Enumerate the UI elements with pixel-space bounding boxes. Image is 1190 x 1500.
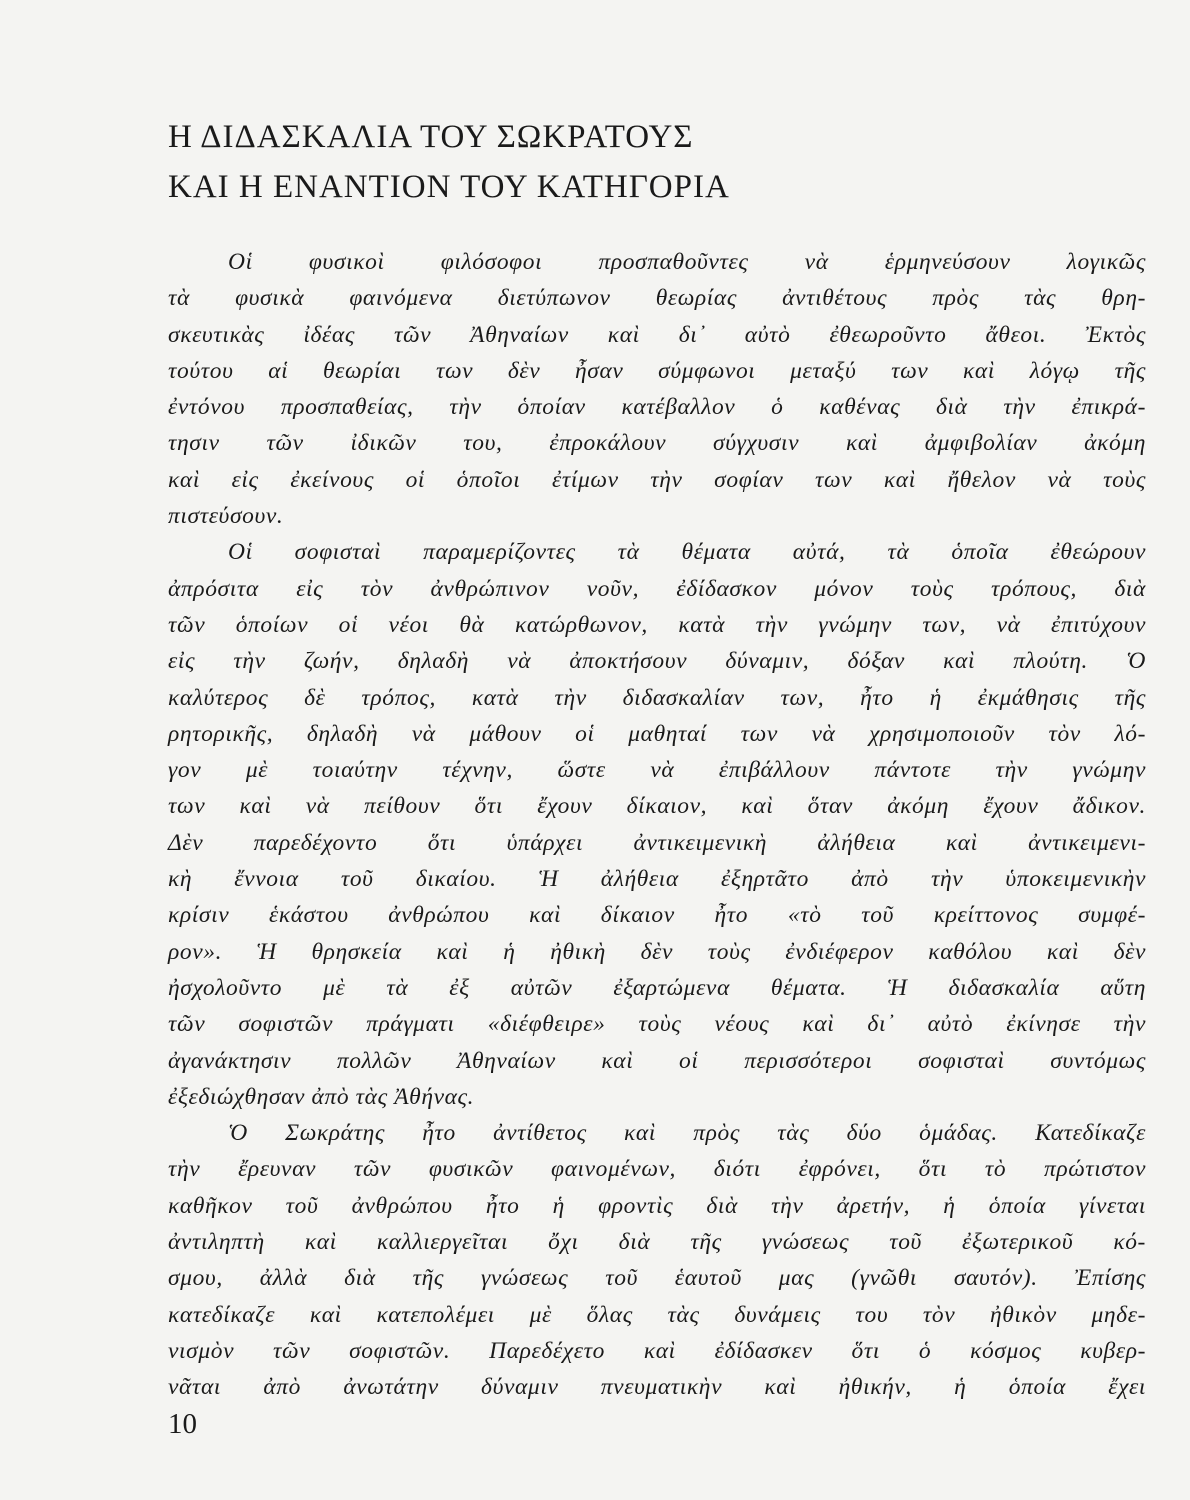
text-line: ρον». Ἡ θρησκεία καὶ ἡ ἠθικὴ δὲν τοὺς ἐνδιέφερον καθόλου καὶ δὲν (168, 938, 1146, 965)
text-line: τῶν σοφιστῶν πράγματι «διέφθειρε» τοὺς νέους καὶ δι᾽ αὐτὸ ἐκίνησε τὴν (168, 1011, 1146, 1038)
text-line: κατεδίκαζε καὶ κατεπολέμει μὲ ὅλας τὰς δυνάμεις του τὸν ἠθικὸν μηδε- (168, 1301, 1146, 1328)
chapter-heading (168, 112, 730, 212)
text-line: κρίσιν ἑκάστου ἀνθρώπου καὶ δίκαιον ἦτο «τὸ τοῦ κρείττονος συμφέ- (168, 902, 1146, 929)
heading-line-1: Η ΔΙΔΑΣΚΑΛΙΑ ΤΟΥ ΣΩΚΡΑΤΟΥΣ (168, 119, 694, 155)
text-line: ἀγανάκτησιν πολλῶν Ἀθηναίων καὶ οἱ περισσότεροι σοφισταὶ συντόμως (168, 1047, 1146, 1074)
text-line: σκευτικὰς ἰδέας τῶν Ἀθηναίων καὶ δι᾽ αὐτὸ ἐθεωροῦντο ἄθεοι. Ἐκτὸς (168, 321, 1146, 348)
text-line: κὴ ἔννοια τοῦ δικαίου. Ἡ ἀλήθεια ἐξηρτᾶτο ἀπὸ τὴν ὑποκειμενικὴν (168, 866, 1146, 893)
text-line: ρητορικῆς, δηλαδὴ νὰ μάθουν οἱ μαθηταί των νὰ χρησιμοποιοῦν τὸν λό- (168, 720, 1146, 747)
text-line: τῶν ὁποίων οἱ νέοι θὰ κατώρθωνον, κατὰ τὴν γνώμην των, νὰ ἐπιτύχουν (168, 611, 1146, 638)
text-line: τούτου αἱ θεωρίαι των δὲν ἦσαν σύμφωνοι μεταξύ των καὶ λόγῳ τῆς (168, 357, 1146, 384)
paragraph-3 (168, 1115, 1146, 1405)
text-line: σμου, ἀλλὰ διὰ τῆς γνώσεως τοῦ ἑαυτοῦ μας (γνῶθι σαυτόν). Ἐπίσης (168, 1265, 1146, 1292)
paragraph-2 (168, 534, 1146, 1115)
page-number: 10 (168, 1408, 197, 1440)
text-line: τησιν τῶν ἰδικῶν του, ἐπροκάλουν σύγχυσιν καὶ ἀμφιβολίαν ἀκόμη (168, 430, 1146, 457)
text-line: Οἱ φυσικοὶ φιλόσοφοι προσπαθοῦντες νὰ ἑρμηνεύσουν λογικῶς (228, 249, 1146, 275)
text-line: καθῆκον τοῦ ἀνθρώπου ἦτο ἡ φροντὶς διὰ τὴν ἀρετήν, ἡ ὁποία γίνεται (168, 1192, 1146, 1219)
text-line: πιστεύσουν. (168, 503, 284, 530)
text-line: ἀπρόσιτα εἰς τὸν ἀνθρώπινον νοῦν, ἐδίδασκον μόνον τοὺς τρόπους, διὰ (168, 575, 1146, 602)
text-line: νᾶται ἀπὸ ἀνωτάτην δύναμιν πνευματικὴν καὶ ἠθικήν, ἡ ὁποία ἔχει (168, 1374, 1146, 1401)
paragraph-1 (168, 244, 1146, 534)
text-line: Δὲν παρεδέχοντο ὅτι ὑπάρχει ἀντικειμενικὴ ἀλήθεια καὶ ἀντικειμενι- (168, 829, 1146, 856)
text-line: εἰς τὴν ζωήν, δηλαδὴ νὰ ἀποκτήσουν δύναμιν, δόξαν καὶ πλούτη. Ὁ (168, 648, 1146, 675)
text-line: τὰ φυσικὰ φαινόμενα διετύπωνον θεωρίας ἀντιθέτους πρὸς τὰς θρη- (168, 285, 1146, 312)
heading-line-2: ΚΑΙ Η ΕΝΑΝΤΙΟΝ ΤΟΥ ΚΑΤΗΓΟΡΙΑ (168, 169, 730, 205)
text-line: καὶ εἰς ἐκείνους οἱ ὁποῖοι ἐτίμων τὴν σοφίαν των καὶ ἤθελον νὰ τοὺς (168, 466, 1146, 493)
text-line: νισμὸν τῶν σοφιστῶν. Παρεδέχετο καὶ ἐδίδασκεν ὅτι ὁ κόσμος κυβερ- (168, 1337, 1146, 1364)
text-line: Οἱ σοφισταὶ παραμερίζοντες τὰ θέματα αὐτά, τὰ ὁποῖα ἐθεώρουν (228, 539, 1146, 566)
text-line: γον μὲ τοιαύτην τέχνην, ὥστε νὰ ἐπιβάλλουν πάντοτε τὴν γνώμην (168, 757, 1146, 784)
text-line: ἐντόνου προσπαθείας, τὴν ὁποίαν κατέβαλλον ὁ καθένας διὰ τὴν ἐπικρά- (168, 394, 1146, 421)
text-line: ἐξεδιώχθησαν ἀπὸ τὰς Ἀθήνας. (168, 1083, 475, 1110)
text-line: Ὁ Σωκράτης ἦτο ἀντίθετος καὶ πρὸς τὰς δύο ὁμάδας. Κατεδίκαζε (228, 1120, 1146, 1147)
text-line: καλύτερος δὲ τρόπος, κατὰ τὴν διδασκαλίαν των, ἦτο ἡ ἐκμάθησις τῆς (168, 684, 1146, 711)
text-line: ἠσχολοῦντο μὲ τὰ ἐξ αὐτῶν ἐξαρτώμενα θέματα. Ἡ διδασκαλία αὕτη (168, 974, 1146, 1001)
text-line: ἀντιληπτὴ καὶ καλλιεργεῖται ὄχι διὰ τῆς γνώσεως τοῦ ἐξωτερικοῦ κό- (168, 1229, 1146, 1256)
body-text (168, 244, 1146, 1406)
text-line: τὴν ἔρευναν τῶν φυσικῶν φαινομένων, διότι ἐφρόνει, ὅτι τὸ πρώτιστον (168, 1156, 1146, 1183)
text-line: των καὶ νὰ πείθουν ὅτι ἔχουν δίκαιον, καὶ ὅταν ἀκόμη ἔχουν ἄδικον. (168, 793, 1146, 820)
